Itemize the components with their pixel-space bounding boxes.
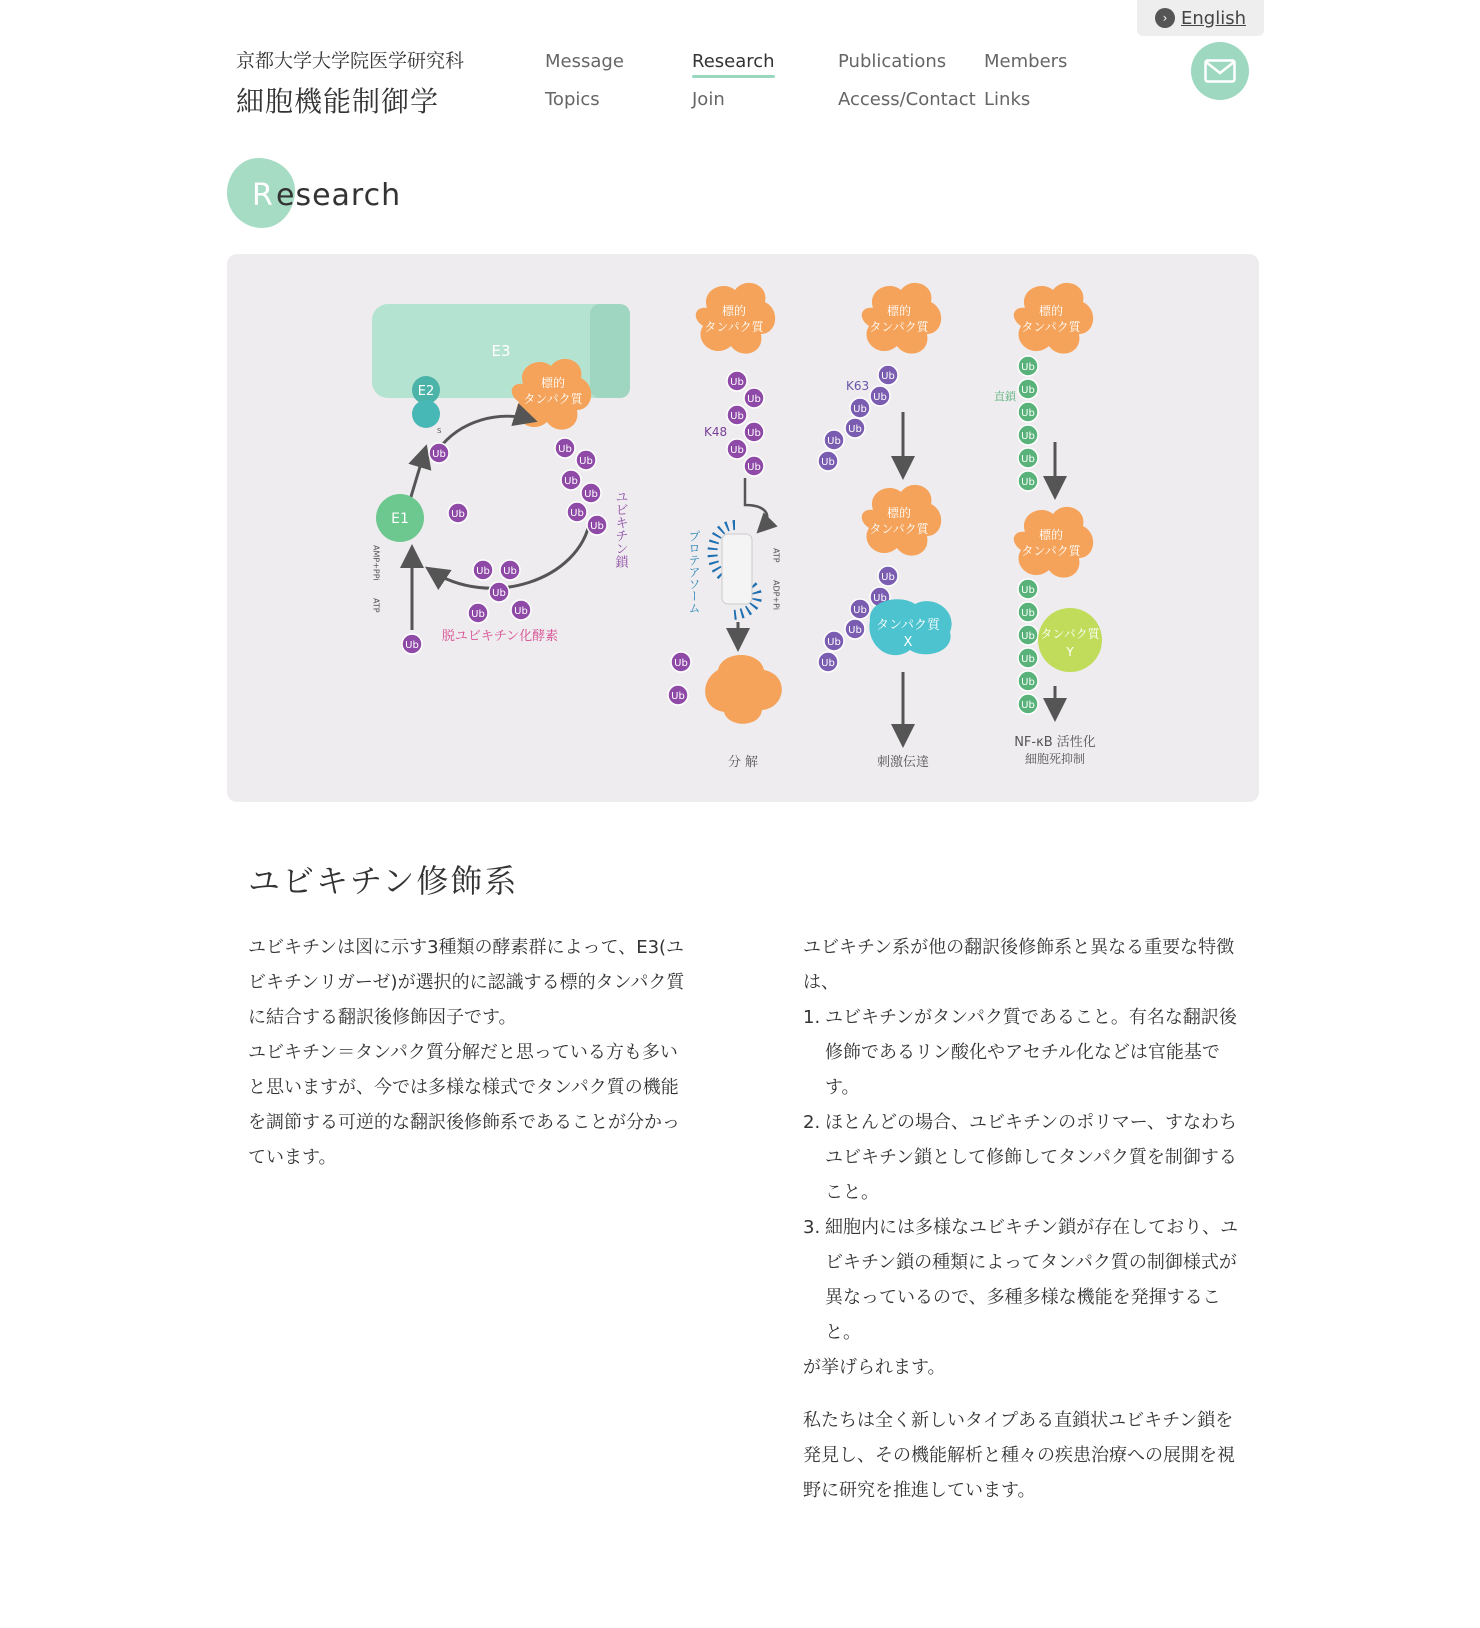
p2-target-line2: タンパク質 xyxy=(704,320,764,334)
p2-target-line1: 標的 xyxy=(721,304,747,318)
ubiquitin-figure xyxy=(227,254,1259,802)
p3-target-line2: タンパク質 xyxy=(869,320,929,334)
protein-y-line1: タンパク質 xyxy=(1040,627,1100,641)
list-number: 2. xyxy=(803,1112,821,1133)
p4b-target-line2: タンパク質 xyxy=(1021,544,1081,558)
site-title[interactable]: 細胞機能制御学 xyxy=(236,85,440,118)
e2-label: E2 xyxy=(417,384,435,399)
nav-join[interactable]: Join xyxy=(692,89,725,110)
cell-death-label: 細胞死抑制 xyxy=(1024,752,1086,766)
right-closing: 私たちは全く新しいタイプある直鎖状ユビキチン鎖を発見し、その機能解析と種々の疾患治療への展開を視野に研究を推進しています。 xyxy=(803,1410,1235,1501)
left-column xyxy=(248,930,688,1175)
language-switch[interactable] xyxy=(1137,0,1264,36)
nav-research[interactable]: Research xyxy=(692,51,775,72)
p2-atp-label: ATP xyxy=(771,548,781,563)
mail-icon xyxy=(1204,59,1236,83)
adp-pi-label: ADP+Pi xyxy=(771,580,781,611)
chevron-right-icon: › xyxy=(1155,8,1175,28)
paragraph-gap xyxy=(803,1385,1243,1403)
right-column xyxy=(803,930,1243,1508)
atp-label: ATP xyxy=(371,598,381,613)
e3-label: E3 xyxy=(491,342,511,360)
list-item xyxy=(803,1000,1243,1105)
nav-members[interactable]: Members xyxy=(984,51,1068,72)
proteasome-label: プロテアソーム xyxy=(687,530,701,614)
nfkb-label: NF-κB 活性化 xyxy=(1014,735,1096,750)
k63-label: K63 xyxy=(846,379,870,393)
nav-links[interactable]: Links xyxy=(984,89,1031,110)
protein-x-line2: X xyxy=(903,635,913,650)
p4-target-line2: タンパク質 xyxy=(1021,320,1081,334)
nav-topics[interactable]: Topics xyxy=(545,89,600,110)
nav-message[interactable]: Message xyxy=(545,51,624,72)
left-paragraph: ユビキチンは図に示す3種類の酵素群によって、E3(ユビキチンリガーゼ)が選択的に認識する標的タンパク質に結合する翻訳後修飾因子です。 xyxy=(248,937,685,1028)
english-link[interactable]: English xyxy=(1181,7,1246,29)
target-line2: タンパク質 xyxy=(523,392,583,406)
s-label: S xyxy=(437,427,442,435)
list-text: 細胞内には多様なユビキチン鎖が存在しており、ユビキチン鎖の種類によってタンパク質の制御様式が異なっているので、多種多様な機能を発揮すること。 xyxy=(825,1217,1239,1343)
section-title: ユビキチン修飾系 xyxy=(248,862,519,900)
list-text: ユビキチンがタンパク質であること。有名な翻訳後修飾であるリン酸化やアセチル化などは官能基です。 xyxy=(825,1007,1237,1098)
site-subtitle: 京都大学大学院医学研究科 xyxy=(236,50,465,72)
linear-label: 直鎖 xyxy=(994,390,1016,403)
degradation-label: 分 解 xyxy=(727,755,759,770)
list-number: 1. xyxy=(803,1007,821,1028)
target-line1: 標的 xyxy=(540,376,566,390)
page-heading-initial: R xyxy=(252,178,273,213)
protein-x-line1: タンパク質 xyxy=(875,618,941,633)
deub-enzyme-label: 脱ユビキチン化酵素 xyxy=(441,629,559,644)
list-item xyxy=(803,1210,1243,1350)
ubiquitin-diagram xyxy=(227,254,1259,802)
right-outro: が挙げられます。 xyxy=(803,1357,946,1378)
ubiquitin-chain-label: ユビキチン鎖 xyxy=(612,490,628,568)
signaling-label: 刺激伝達 xyxy=(876,755,930,770)
list-text: ほとんどの場合、ユビキチンのポリマー、すなわちユビキチン鎖として修飾してタンパク質を制御すること。 xyxy=(825,1112,1238,1203)
e1-label: E1 xyxy=(391,511,409,527)
list-item xyxy=(803,1105,1243,1210)
p3-target-line1: 標的 xyxy=(886,304,912,318)
mail-button[interactable] xyxy=(1191,42,1249,100)
left-paragraph: ユビキチン＝タンパク質分解だと思っている方も多いと思いますが、今では多様な様式でタンパク質の機能を調節する可逆的な翻訳後修飾系であることが分かっています。 xyxy=(248,1042,680,1168)
nav-access-contact[interactable]: Access/Contact xyxy=(838,89,976,110)
amp-ppi-label: AMP+PPi xyxy=(371,545,381,581)
k48-label: K48 xyxy=(704,425,728,439)
page-heading: esearch xyxy=(276,178,402,213)
right-intro: ユビキチン系が他の翻訳後修飾系と異なる重要な特徴は、 xyxy=(803,937,1235,993)
p3b-target-line1: 標的 xyxy=(886,506,912,520)
nav-publications[interactable]: Publications xyxy=(838,51,947,72)
p3b-target-line2: タンパク質 xyxy=(869,522,929,536)
p4b-target-line1: 標的 xyxy=(1038,528,1064,542)
p4-target-line1: 標的 xyxy=(1038,304,1064,318)
protein-y-line2: Y xyxy=(1066,645,1074,659)
list-number: 3. xyxy=(803,1217,821,1238)
